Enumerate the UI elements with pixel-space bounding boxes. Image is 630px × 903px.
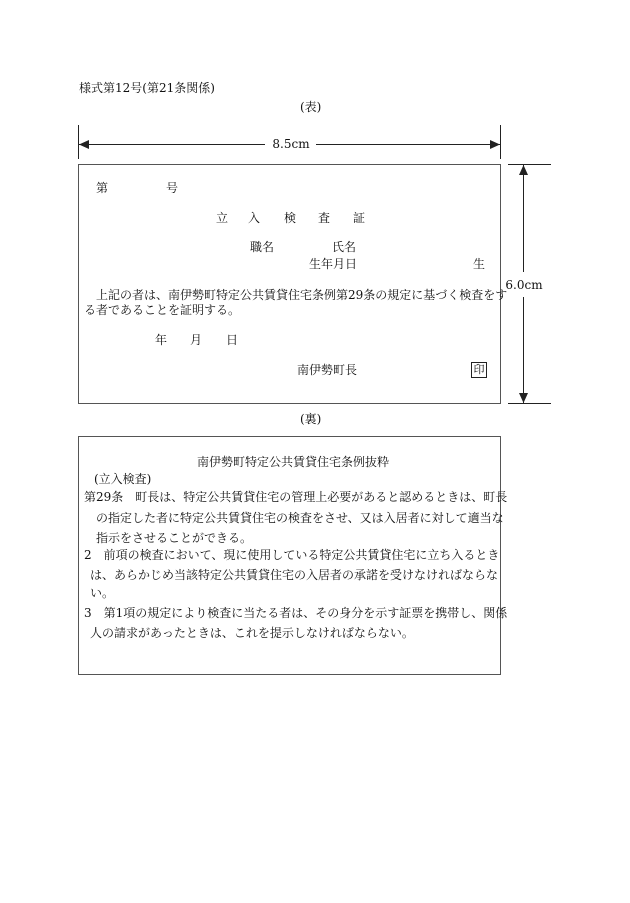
arrow-up-icon xyxy=(518,165,529,175)
card-title-char-5: 証 xyxy=(353,211,366,225)
card-title-char-3: 検 xyxy=(284,211,297,225)
article-29-line-2: の指定した者に特定公共賃貸住宅の検査をさせ、又は入居者に対して適当な xyxy=(96,511,504,525)
birth-date-label: 生年月日 xyxy=(309,257,358,271)
date-year: 年 xyxy=(155,333,168,347)
paragraph-3-line-1: 3 第1項の規定により検査に当たる者は、その身分を示す証票を携帯し、関係 xyxy=(84,606,508,620)
number-suffix: 号 xyxy=(166,181,179,195)
paragraph-3-line-2: 人の請求があったときは、これを提示しなければならない。 xyxy=(90,626,414,640)
arrow-left-icon xyxy=(79,139,89,150)
article-29-line-1: 第29条 町長は、特定公共賃貸住宅の管理上必要があると認めるときは、町長 xyxy=(84,490,508,504)
front-label: (表) xyxy=(300,100,322,114)
paragraph-2-line-1: 2 前項の検査において、現に使用している特定公共賃貸住宅に立ち入るとき xyxy=(84,548,500,562)
seal-stamp: 印 xyxy=(471,362,487,378)
height-dim-bottom-tick xyxy=(508,403,551,404)
height-dim-line-top xyxy=(523,165,524,272)
height-dim-line-bottom xyxy=(523,297,524,403)
issuer-title: 南伊勢町長 xyxy=(297,363,358,377)
date-day: 日 xyxy=(226,333,239,347)
back-title: 南伊勢町特定公共賃貸住宅条例抜粋 xyxy=(197,455,390,469)
paragraph-2-line-2: は、あらかじめ当該特定公共賃貸住宅の入居者の承諾を受けなければならな xyxy=(90,568,499,582)
arrow-right-icon xyxy=(490,139,500,150)
number-prefix: 第 xyxy=(96,181,109,195)
article-heading: (立入検査) xyxy=(94,472,152,486)
form-title: 様式第12号(第21条関係) xyxy=(79,81,215,95)
paragraph-2-line-3: い。 xyxy=(90,586,115,600)
front-card xyxy=(78,164,501,404)
width-dim-right-tick xyxy=(500,125,501,159)
card-title-char-2: 入 xyxy=(248,211,261,225)
position-label: 職名 xyxy=(250,240,275,254)
arrow-down-icon xyxy=(518,393,529,403)
article-29-line-3: 指示をさせることができる。 xyxy=(96,531,253,545)
birth-suffix: 生 xyxy=(473,257,486,271)
name-label: 氏名 xyxy=(332,240,357,254)
date-month: 月 xyxy=(190,333,203,347)
width-dimension-label: 8.5cm xyxy=(272,137,310,151)
card-title-char-4: 査 xyxy=(318,211,331,225)
height-dimension-label: 6.0cm xyxy=(505,278,543,292)
height-dim-top-tick xyxy=(508,164,551,165)
back-label: (裏) xyxy=(300,412,322,426)
certification-line-1: 上記の者は、南伊勢町特定公共賃貸住宅条例第29条の規定に基づく検査をす xyxy=(96,288,508,302)
width-dim-line-left xyxy=(79,144,265,145)
certification-line-2: る者であることを証明する。 xyxy=(84,303,241,317)
width-dim-line-right xyxy=(316,144,500,145)
card-title-char-1: 立 xyxy=(216,211,229,225)
